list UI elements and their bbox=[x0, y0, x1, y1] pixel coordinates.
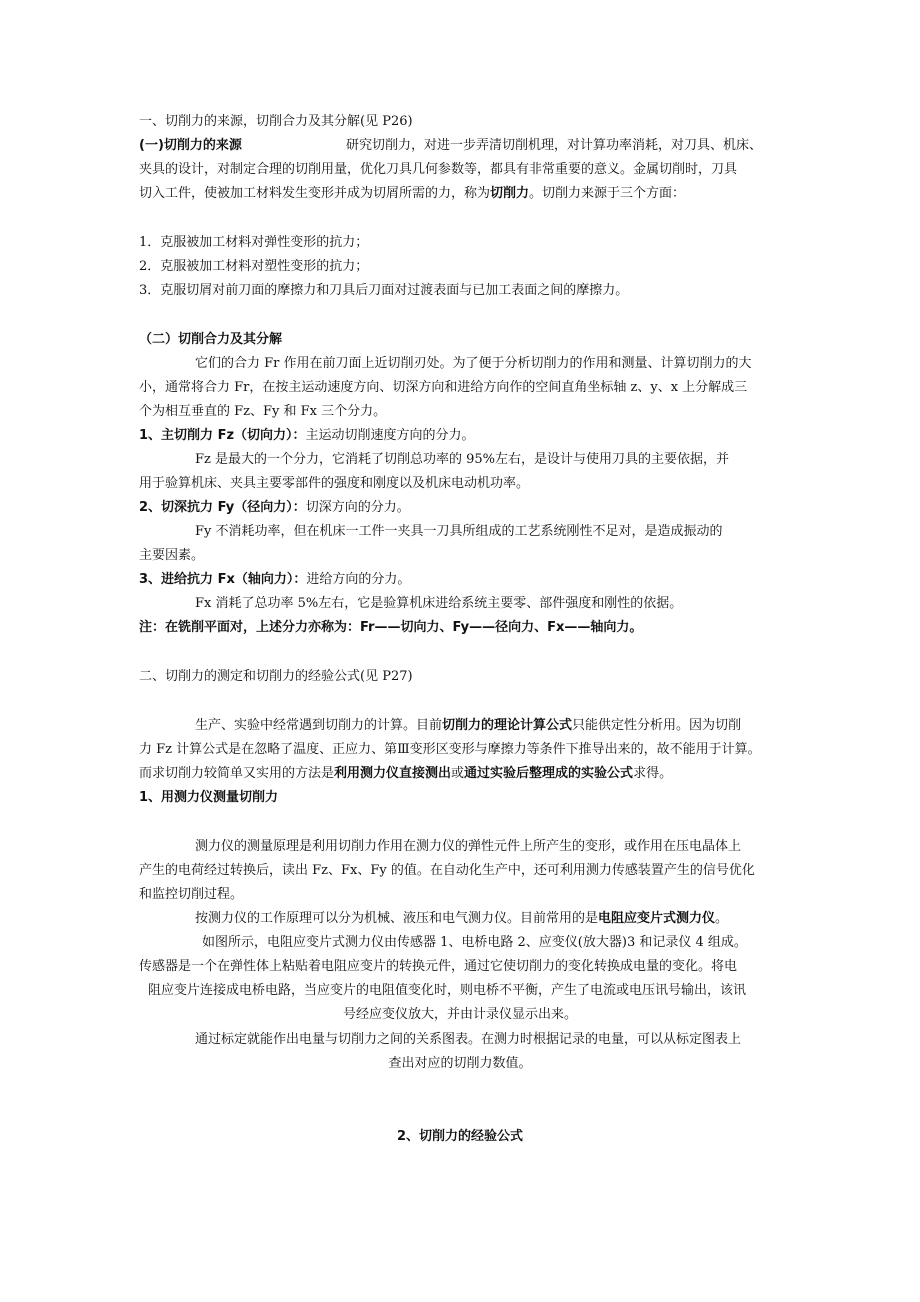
paragraph-line: 和监控切削过程。 bbox=[139, 887, 244, 902]
text-run: 切入工件，使被加工材料发生变形并成为切屑所需的力，称为 bbox=[139, 186, 491, 201]
paragraph-line: 小，通常将合力 Fr，在按主运动速度方向、切深方向和进给方向作的空间直角坐标轴 z、y、x 上分解成三 bbox=[139, 380, 748, 395]
text-run: 。 bbox=[715, 911, 729, 926]
paragraph-line: 个为相互垂直的 Fz、Fy 和 Fx 三个分力。 bbox=[139, 404, 387, 419]
force-fy-title: 2、切深抗力 Fy（径向力）： bbox=[139, 500, 306, 515]
force-fy-desc: 切深方向的分力。 bbox=[305, 500, 410, 515]
subsection-dynamometer-title: 1、用测力仪测量切削力 bbox=[139, 790, 279, 805]
paragraph-line: 通过标定就能作出电量与切削力之间的关系图表。在测力时根据记录的电量，可以从标定图表上 bbox=[195, 1032, 742, 1047]
paragraph-line bbox=[195, 717, 741, 735]
paragraph-line: 用于验算机床、夹具主要零部件的强度和刚度以及机床电动机功率。 bbox=[139, 476, 530, 491]
force-fx-definition bbox=[139, 571, 410, 589]
paragraph-line: 查出对应的切削力数值。 bbox=[388, 1056, 532, 1071]
list-item: 1．克服被加工材料对弹性变形的抗力； bbox=[139, 235, 369, 250]
text-run: 按测力仪的工作原理可以分为机械、液压和电气测力仪。目前常用的是 bbox=[195, 911, 599, 926]
force-fz-title: 1、主切削力 Fz（切向力）： bbox=[139, 428, 306, 443]
force-fz-desc: 主运动切削速度方向的分力。 bbox=[305, 428, 475, 443]
paragraph-line bbox=[195, 910, 728, 928]
force-fx-desc: 进给方向的分力。 bbox=[306, 572, 411, 587]
force-fy-definition bbox=[139, 499, 410, 517]
emphasis-term: 切削力的理论计算公式 bbox=[442, 718, 573, 733]
emphasis-term: 利用测力仪直接测出 bbox=[334, 766, 452, 781]
paragraph-line: 阻应变片连接成电桥电路，当应变片的电阻值变化时，则电桥不平衡，产生了电流或电压讯号输出，该讯 bbox=[148, 983, 747, 998]
section-1-heading: 一、切削力的来源，切削合力及其分解(见 P26) bbox=[139, 114, 413, 129]
paragraph-line: 它们的合力 Fr 作用在前刀面上近切削刃处。为了便于分析切削力的作用和测量、计算切削力的大 bbox=[195, 356, 752, 371]
paragraph-line bbox=[139, 765, 672, 783]
subsection-empirical-formula-title: 2、切削力的经验公式 bbox=[396, 1129, 524, 1144]
paragraph-line: Fy 不消耗功率，但在机床一工件一夹具一刀具所组成的工艺系统刚性不足对，是造成振动的 bbox=[195, 524, 723, 539]
force-fz-definition bbox=[139, 427, 475, 445]
paragraph-line: 如图所示，电阻应变片式测力仪由传感器 1、电桥电路 2、应变仪(放大器)3 和记录仪 4 组成。 bbox=[202, 935, 747, 950]
note: 注：在铣削平面对，上述分力亦称为：Fr——切向力、Fy——径向力、Fx——轴向力。 bbox=[139, 620, 643, 635]
paragraph-line: 号经应变仪放大，并由计录仪显示出来。 bbox=[342, 1007, 577, 1022]
force-fx-title: 3、进给抗力 Fx（轴向力）： bbox=[139, 572, 307, 587]
paragraph-line: 产生的电荷经过转换后，读出 Fz、Fx、Fy 的值。在自动化生产中，还可利用测力传感装置产生的信号优化 bbox=[139, 863, 755, 878]
list-item: 2．克服被加工材料对塑性变形的抗力； bbox=[139, 259, 369, 274]
text-run: 只能供定性分析用。因为切削 bbox=[572, 718, 742, 733]
list-item: 3．克服切屑对前刀面的摩擦力和刀具后刀面对过渡表面与已加工表面之间的摩擦力。 bbox=[139, 283, 629, 298]
paragraph-line: 夹具的设计，对制定合理的切削用量，优化刀具几何参数等，都具有非常重要的意义。金属切削时，刀具 bbox=[139, 162, 738, 177]
section-2-heading: 二、切削力的测定和切削力的经验公式(见 P27) bbox=[139, 669, 413, 684]
text-run: 。切削力来源于三个方面： bbox=[529, 186, 686, 201]
emphasis-term: 通过实验后整理成的实验公式 bbox=[464, 766, 634, 781]
emphasis-term: 电阻应变片式测力仪 bbox=[598, 911, 716, 926]
subsection-decomposition-title: （二）切削合力及其分解 bbox=[139, 332, 283, 347]
paragraph-line: 测力仪的测量原理是利用切削力作用在测力仪的弹性元件上所产生的变形，或作用在压电晶体上 bbox=[195, 839, 742, 854]
paragraph-line: 研究切削力，对进一步弄清切削机理，对计算功率消耗，对刀具、机床、 bbox=[346, 138, 763, 153]
paragraph-line bbox=[139, 185, 685, 203]
paragraph-line: 力 Fz 计算公式是在忽略了温度、正应力、第Ⅲ变形区变形与摩擦力等条件下推导出来的，故不能用于计算。 bbox=[139, 742, 761, 757]
paragraph-line: Fx 消耗了总功率 5%左右，它是验算机床进给系统主要零、部件强度和刚性的依据。 bbox=[195, 596, 683, 611]
paragraph-line: 主要因素。 bbox=[139, 548, 205, 563]
text-run: 求得。 bbox=[633, 766, 673, 781]
paragraph-line: Fz 是最大的一个分力，它消耗了切削总功率的 95%左右，是设计与使用刀具的主要依据，并 bbox=[195, 452, 730, 467]
emphasis-term: 切削力 bbox=[490, 186, 530, 201]
paragraph-line: 传感器是一个在弹性体上粘贴着电阻应变片的转换元件，通过它使切削力的变化转换成电量的变化。将电 bbox=[139, 959, 738, 974]
text-run: 而求切削力较简单又实用的方法是 bbox=[139, 766, 335, 781]
subsection-source-title: (一)切削力的来源 bbox=[139, 138, 242, 153]
text-run: 生产、实验中经常遇到切削力的计算。目前 bbox=[195, 718, 443, 733]
text-run: 或 bbox=[451, 766, 465, 781]
